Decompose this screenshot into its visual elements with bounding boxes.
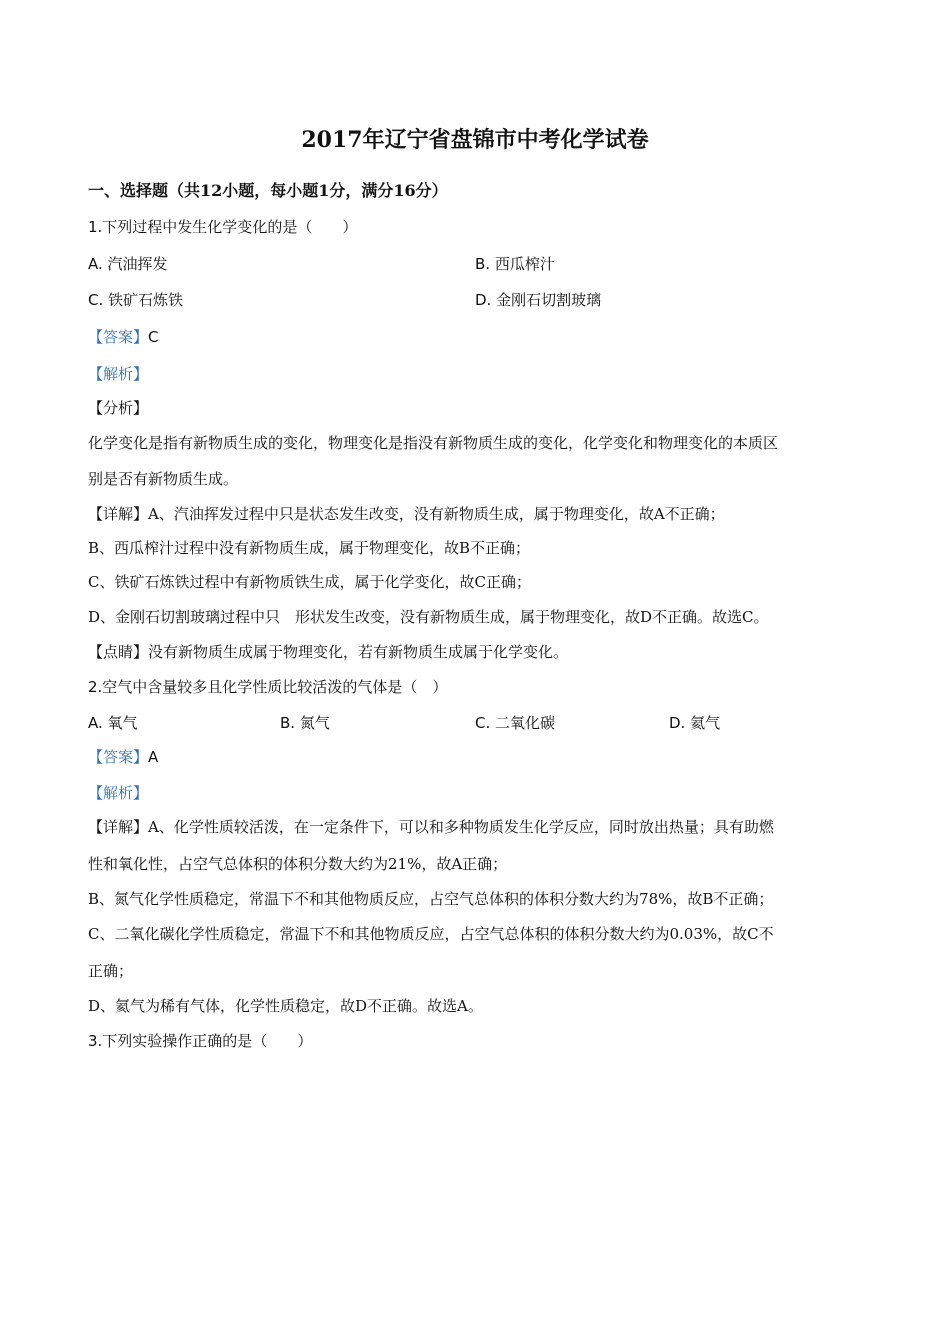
question-2-stem: 2.空气中含量较多且化学性质比较活泼的气体是（ ） bbox=[88, 678, 448, 696]
q2-answer bbox=[88, 747, 158, 767]
q1-option-b: B. 西瓜榨汁 bbox=[475, 255, 555, 273]
q1-fenxi-line-1: 化学变化是指有新物质生成的变化，物理变化是指没有新物质生成的变化，化学变化和物理变化的本质区 bbox=[88, 434, 779, 452]
answer-value: A bbox=[148, 748, 159, 766]
q1-detail-b: B、西瓜榨汁过程中没有新物质生成，属于物理变化，故B不正确； bbox=[88, 539, 531, 557]
section-heading: 一、选择题（共12小题，每小题1分，满分16分） bbox=[88, 181, 448, 200]
q1-fenxi-tag: 【分析】 bbox=[88, 399, 149, 417]
q1-detail-a: 【详解】A、汽油挥发过程中只是状态发生改变，没有新物质生成，属于物理变化，故A不正确； bbox=[88, 505, 725, 523]
q2-detail-d: D、氦气为稀有气体，化学性质稳定，故D不正确。故选A。 bbox=[88, 997, 483, 1015]
q2-option-a: A. 氧气 bbox=[88, 714, 138, 732]
q1-analysis-tag: 【解析】 bbox=[88, 365, 149, 383]
q2-option-d: D. 氦气 bbox=[669, 714, 721, 732]
q1-option-d: D. 金刚石切割玻璃 bbox=[475, 291, 602, 309]
answer-tag: 【答案】 bbox=[88, 328, 149, 346]
q2-detail-a-line-2: 性和氧化性，占空气总体积的体积分数大约为21%，故A正确； bbox=[88, 855, 508, 873]
page-title: 2017年辽宁省盘锦市中考化学试卷 bbox=[301, 127, 649, 153]
q1-fenxi-line-2: 别是否有新物质生成。 bbox=[88, 470, 239, 488]
q2-option-b: B. 氮气 bbox=[280, 714, 330, 732]
q2-detail-c-line-2: 正确； bbox=[88, 962, 134, 980]
q1-tip: 【点睛】没有新物质生成属于物理变化，若有新物质生成属于化学变化。 bbox=[88, 643, 569, 661]
q2-option-c: C. 二氧化碳 bbox=[475, 714, 556, 732]
q2-detail-b: B、氮气化学性质稳定，常温下不和其他物质反应，占空气总体积的体积分数大约为78%，故B不正确； bbox=[88, 890, 774, 908]
q1-detail-c: C、铁矿石炼铁过程中有新物质铁生成，属于化学变化，故C正确； bbox=[88, 573, 531, 591]
q1-answer bbox=[88, 327, 159, 347]
q2-analysis-tag: 【解析】 bbox=[88, 784, 149, 802]
q1-detail-d: D、金刚石切割玻璃过程中只 形状发生改变，没有新物质生成，属于物理变化，故D不正确。故选C。 bbox=[88, 608, 769, 626]
q2-detail-a-line-1: 【详解】A、化学性质较活泼，在一定条件下，可以和多种物质发生化学反应，同时放出热量；具有助燃 bbox=[88, 818, 774, 836]
q1-option-a: A. 汽油挥发 bbox=[88, 255, 168, 273]
answer-value: C bbox=[148, 328, 159, 346]
question-3-stem: 3.下列实验操作正确的是（ ） bbox=[88, 1032, 313, 1050]
answer-tag: 【答案】 bbox=[88, 748, 149, 766]
q2-detail-c-line-1: C、二氧化碳化学性质稳定，常温下不和其他物质反应，占空气总体积的体积分数大约为0.03%，故C不 bbox=[88, 925, 774, 943]
question-1-stem: 1.下列过程中发生化学变化的是（ ） bbox=[88, 218, 358, 236]
q1-option-c: C. 铁矿石炼铁 bbox=[88, 291, 184, 309]
